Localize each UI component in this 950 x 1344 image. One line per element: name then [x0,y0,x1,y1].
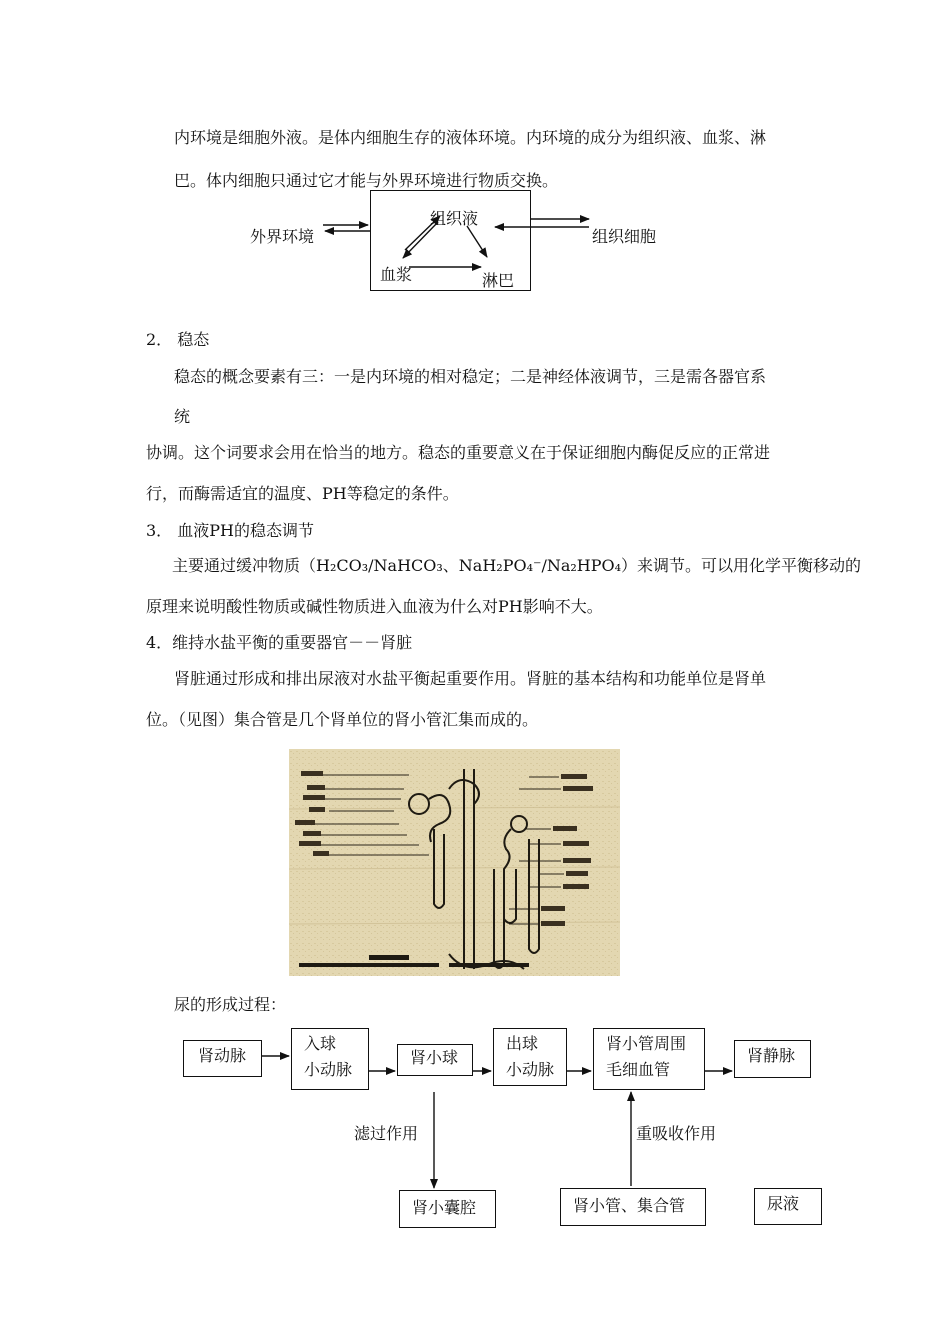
urine-formation-title: 尿的形成过程： [174,995,287,1014]
section-2-para-2: 协调。这个词要求会用在恰当的地方。稳态的重要意义在于保证细胞内酶促反应的正常进 [146,443,771,462]
urine-label: 尿液 [767,1194,800,1213]
intro-line-2: 巴。体内细胞只通过它才能与外界环境进行物质交换。 [174,171,559,190]
section-2-heading: 2． 稳态 [146,330,210,349]
section-2-para-1: 稳态的概念要素有三：一是内环境的相对稳定；二是神经体液调节，三是需各器官系 [174,367,767,386]
capsule-label: 肾小囊腔 [412,1198,477,1217]
section-4-heading: 4．维持水盐平衡的重要器官－－肾脏 [146,633,413,652]
section-4-para-1: 肾脏通过形成和排出尿液对水盐平衡起重要作用。肾脏的基本结构和功能单位是肾单 [174,669,767,688]
label-lymph: 淋巴 [482,271,515,290]
peritubular-line-2: 毛细血管 [606,1060,671,1079]
glomerulus-label: 肾小球 [410,1048,459,1067]
arrow-tissue-fluid-to-plasma [403,222,438,258]
efferent-line-2: 小动脉 [506,1060,555,1079]
renal-artery-label: 肾动脉 [198,1046,247,1065]
label-tissue-fluid: 组织液 [430,209,479,228]
efferent-line-1: 出球 [506,1034,539,1053]
label-filtration: 滤过作用 [354,1124,419,1143]
arrow-tissue-fluid-to-lymph [467,226,487,257]
section-2-para-1b: 统 [174,407,191,426]
label-plasma: 血浆 [380,265,413,284]
label-tissue-cells: 组织细胞 [592,227,657,246]
afferent-line-1: 入球 [304,1034,337,1053]
arrow-plasma-to-tissue-fluid [405,216,440,250]
label-reabsorption: 重吸收作用 [636,1124,717,1143]
section-3-heading: 3． 血液PH的稳态调节 [146,521,314,540]
renal-vein-label: 肾静脉 [747,1046,796,1065]
section-3-para-1: 主要通过缓冲物质（H₂CO₃/NaHCO₃、NaH₂PO₄⁻/Na₂HPO₄）来调节。可以用化学平衡移动的 [172,556,862,575]
section-4-para-2: 位。（见图）集合管是几个肾单位的肾小管汇集而成的。 [146,710,539,729]
tubule-duct-label: 肾小管、集合管 [573,1196,686,1215]
peritubular-line-1: 肾小管周围 [606,1034,687,1053]
section-2-para-3: 行，而酶需适宜的温度、PH等稳定的条件。 [146,484,459,503]
section-3-para-2: 原理来说明酸性物质或碱性物质进入血液为什么对PH影响不大。 [146,597,603,616]
intro-line-1: 内环境是细胞外液。是体内细胞生存的液体环境。内环境的成分为组织液、血浆、淋 [174,128,767,147]
afferent-line-2: 小动脉 [304,1060,353,1079]
label-outer-environment: 外界环境 [250,227,315,246]
